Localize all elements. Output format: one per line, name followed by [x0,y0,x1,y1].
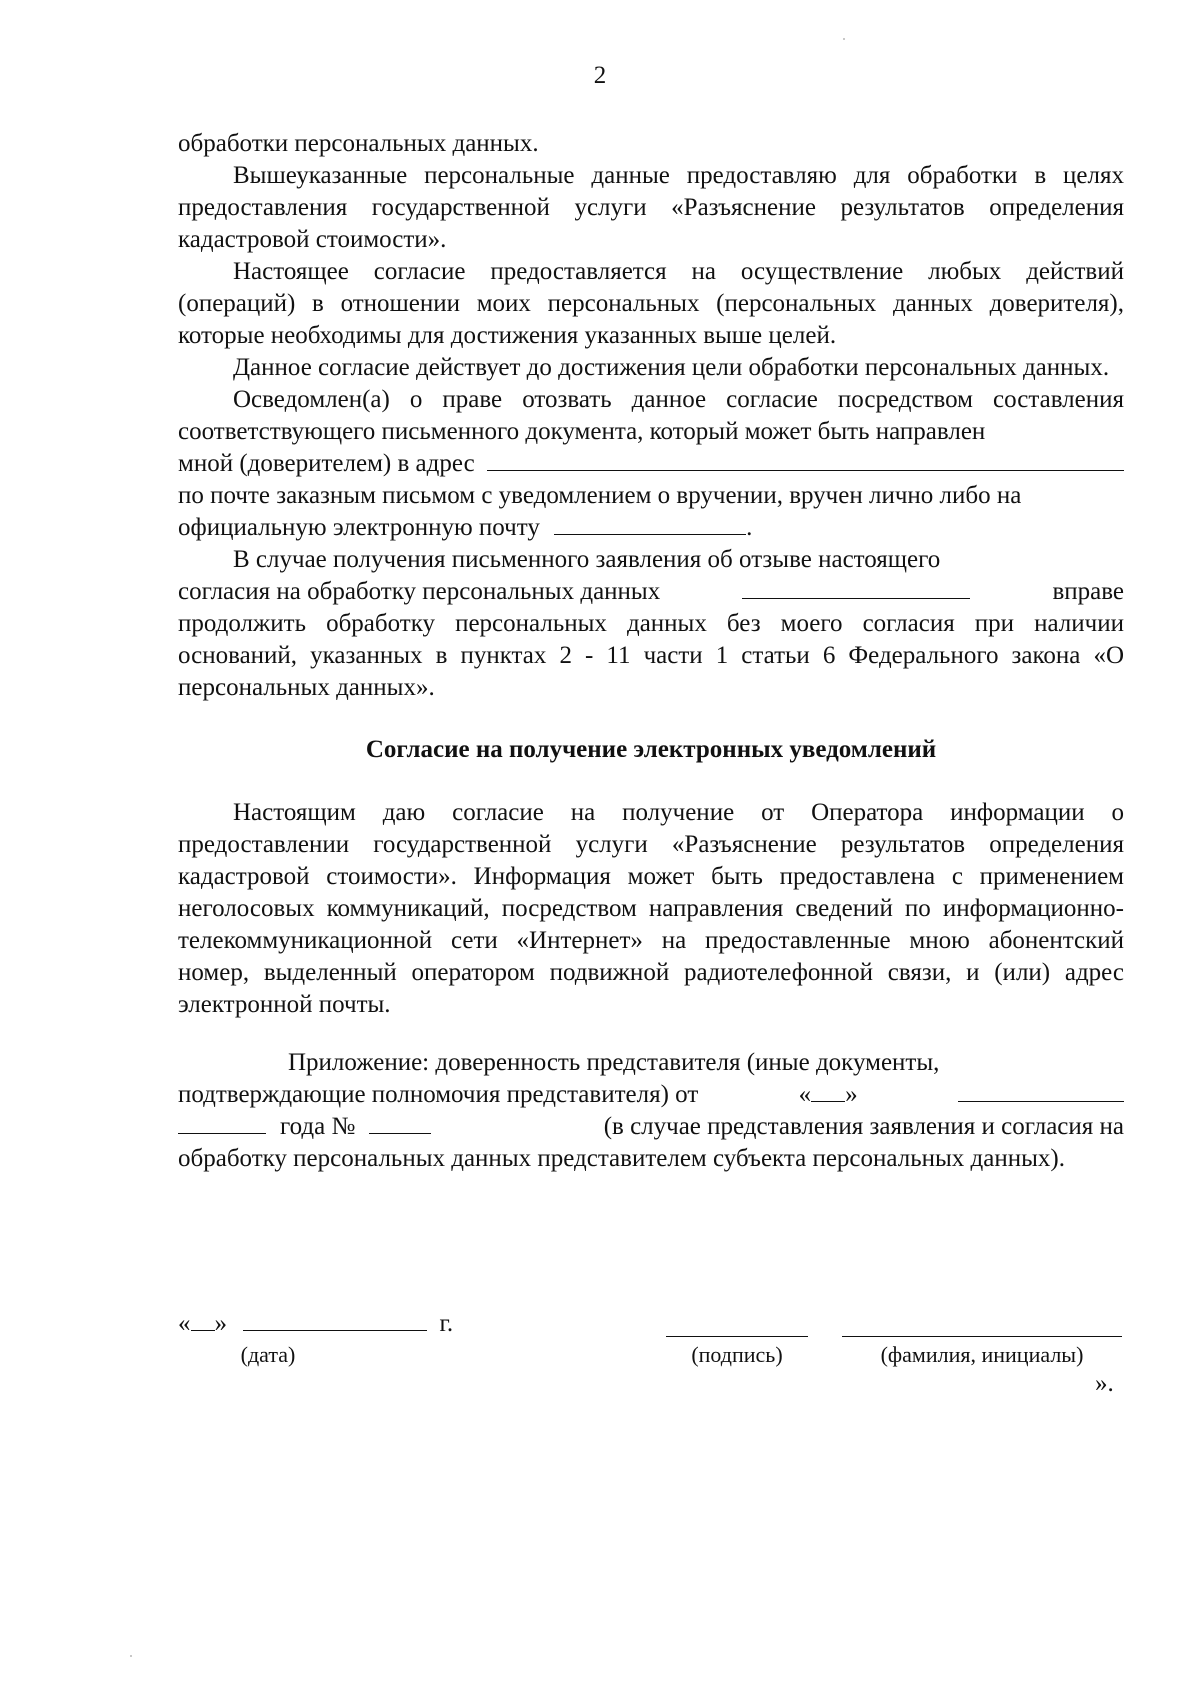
scan-artifact [843,38,845,40]
revocation-text: Осведомлен(а) о праве отозвать данное согласие посредством составления соответствующего письменного документа, который может быть направлен [178,386,1124,445]
name-blank[interactable] [842,1314,1122,1337]
withdrawal-right-text: вправе [1052,578,1124,605]
address-row [178,448,1124,480]
email-row [178,512,1124,544]
quote-open: « [798,1081,812,1108]
attachment-condition: (в случае представления заявления и согласия на [603,1113,1124,1140]
quote-close: » [845,1081,858,1108]
revocation-delivery: по почте заказным письмом с уведомлением о вручении, вручен лично либо на [178,482,1022,509]
year-label: года № [280,1113,356,1140]
date-caption: (дата) [240,1342,296,1367]
paragraph-withdrawal [178,544,1124,704]
attachment-year-number [178,1111,431,1143]
address-blank[interactable] [487,448,1124,471]
paragraph-continuation: обработки персональных данных. [178,130,539,157]
paragraph-revocation [178,384,1124,544]
sign-year-suffix: г. [439,1310,454,1337]
email-label: официальную электронную почту [178,514,540,541]
attachment-rest: обработку персональных данных представителем субъекта персональных данных). [178,1145,1065,1172]
page-number: 2 [593,62,607,89]
withdrawal-left-text: согласия на обработку персональных данных [178,578,661,605]
operator-blank[interactable] [742,576,970,599]
year-blank[interactable] [178,1111,266,1134]
sign-date-row [178,1308,453,1338]
signature-blank[interactable] [666,1314,808,1337]
attachment-date-day [799,1079,858,1111]
sign-quote-close: » [214,1310,227,1337]
paragraph-validity: Данное согласие действует до достижения цели обработки персональных данных. [233,354,1110,381]
sign-month-blank[interactable] [243,1308,427,1331]
month-blank[interactable] [958,1079,1124,1102]
withdrawal-line-2 [178,576,1124,608]
sign-day-blank[interactable] [191,1308,215,1331]
attachment-block [178,1047,1124,1175]
attachment-line-2 [178,1079,1124,1111]
sign-quote-open: « [178,1310,191,1337]
document-body [178,128,1124,1175]
withdrawal-rest: продолжить обработку персональных данных без моего согласия при наличии оснований, указанных в пунктах 2 - 11 части 1 статьи 6 Федерального закона «О персональных данных». [178,610,1124,701]
closing-mark: ». [1095,1370,1114,1397]
paragraph-purpose: Вышеуказанные персональные данные предоставляю для обработки в целях предоставления государственной услуги «Разъяснение результатов определения кадастровой стоимости». [178,162,1124,253]
day-blank[interactable] [811,1079,845,1102]
withdrawal-line-1: В случае получения письменного заявления об отзыве настоящего [233,546,941,573]
section-heading: Согласие на получение электронных уведомлений [365,736,937,763]
email-blank[interactable] [554,512,746,535]
attachment-line-3 [178,1111,1124,1143]
attachment-text: подтверждающие полномочия представителя) от [178,1081,699,1108]
notifications-text: Настоящим даю согласие на получение от Оператора информации о предоставлении государственной услуги «Разъяснение результатов определения кадастровой стоимости». Информация может быть предоставлена с применением неголосовых коммуникаций, посредством направления сведений по информационно-телекоммуникационной сети «Интернет» на предоставленные мною абонентский номер, выделенный оператором подвижной радиотелефонной связи, и (или) адрес электронной почты. [178,799,1124,1018]
scan-artifact [130,1655,132,1657]
address-label: мной (доверителем) в адрес [178,450,475,477]
signature-block [178,1308,1124,1388]
signature-caption: (подпись) [691,1342,783,1367]
number-blank[interactable] [369,1111,431,1134]
attachment-line-1: Приложение: доверенность представителя (иные документы, [288,1049,940,1076]
paragraph-scope: Настоящее согласие предоставляется на осуществление любых действий (операций) в отношении моих персональных (персональных данных доверителя), которые необходимы для достижения указанных выше целей. [178,258,1124,349]
name-caption: (фамилия, инициалы) [880,1342,1084,1367]
email-period: . [746,514,753,541]
